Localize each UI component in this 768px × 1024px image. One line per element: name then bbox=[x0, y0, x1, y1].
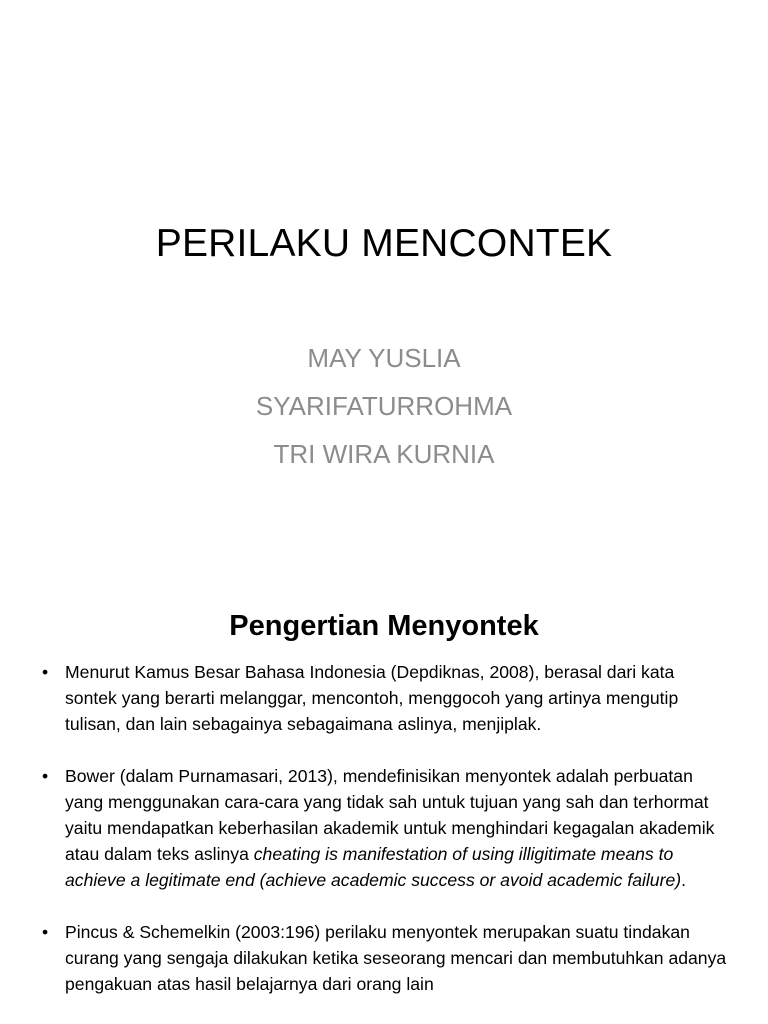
content-slide bbox=[0, 576, 768, 1024]
bullet-icon: • bbox=[42, 766, 49, 786]
author-name: TRI WIRA KURNIA bbox=[273, 439, 495, 469]
bullet-icon: • bbox=[42, 662, 49, 682]
bullet-text: Menurut Kamus Besar Bahasa Indonesia (Depdiknas, 2008), berasal dari kata sontek yang berarti melanggar, mencontoh, menggocoh yang artinya mengutip tulisan, dan lain sebagainya sebagaimana aslinya, menjiplak. bbox=[65, 662, 679, 734]
bullet-italic-quote: cheating is manifestation of using illigitimate means to achieve a legitimate end (achieve academic success or avoid academic failure) bbox=[65, 844, 682, 890]
author-name: MAY YUSLIA bbox=[307, 343, 461, 373]
bullet-item bbox=[40, 659, 730, 737]
bullet-text: Bower (dalam Purnamasari, 2013), mendefinisikan menyontek adalah perbuatan yang menggunakan cara-cara yang tidak sah untuk tujuan yang sah dan terhormat yaitu mendapatkan keberhasilan akademik untuk menghindari kegagalan akademik atau dalam teks aslinya bbox=[65, 766, 715, 864]
author-list bbox=[0, 334, 768, 478]
bullet-item bbox=[40, 919, 730, 997]
bullet-list bbox=[40, 659, 730, 1023]
bullet-item bbox=[40, 763, 730, 893]
presentation-title: PERILAKU MENCONTEK bbox=[155, 222, 613, 265]
section-heading: Pengertian Menyontek bbox=[229, 610, 539, 642]
bullet-text-tail: . bbox=[681, 870, 686, 890]
author-name: SYARIFATURROHMA bbox=[255, 391, 513, 421]
bullet-icon: • bbox=[42, 922, 49, 942]
bullet-text: Pincus & Schemelkin (2003:196) perilaku menyontek merupakan suatu tindakan curang yang sengaja dilakukan ketika seseorang mencari dan membutuhkan adanya pengakuan atas hasil belajarnya dari orang lain bbox=[65, 922, 727, 994]
